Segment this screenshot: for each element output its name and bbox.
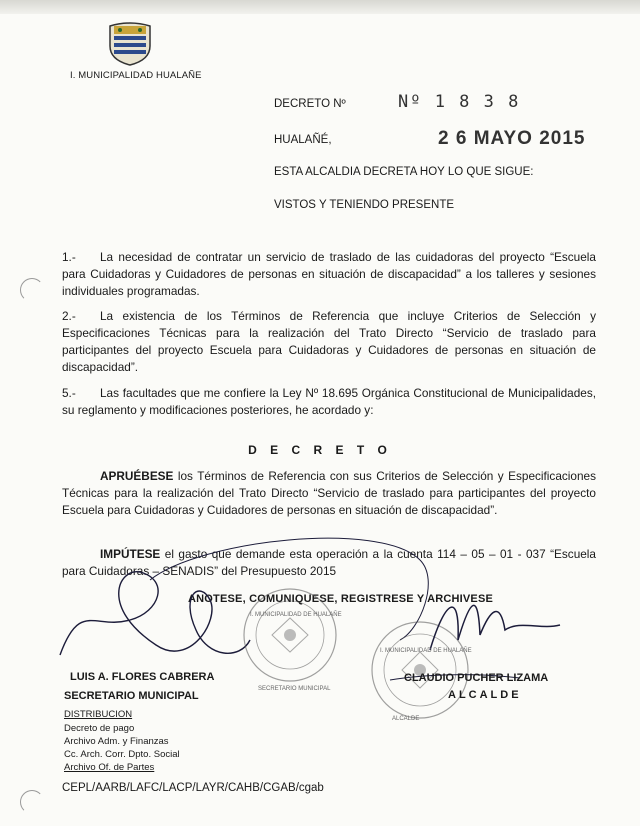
initials-line: CEPL/AARB/LAFC/LACP/LAYR/CAHB/CGAB/cgab xyxy=(62,782,324,794)
date-stamp: 2 6 MAYO 2015 xyxy=(438,128,586,149)
mayor-stamp xyxy=(372,622,468,718)
distribution-item: Archivo Of. de Partes xyxy=(64,762,155,773)
distribution-item: Decreto de pago xyxy=(64,723,135,734)
resolution-text: el gasto que demande esta operación a la cuenta 114 – 05 – 01 - 037 “Escuela para Cuidadoras – SENADIS” del Presupuesto 2015 xyxy=(62,547,596,578)
distribution-label: DISTRIBUCION xyxy=(64,709,133,720)
mayor-signature xyxy=(430,605,560,650)
consideration-number: 2.- xyxy=(62,309,76,323)
decreto-label: DECRETO Nº xyxy=(274,98,346,110)
secretary-stamp xyxy=(244,589,336,681)
punch-hole-mark xyxy=(20,790,44,814)
consideration-2 xyxy=(62,308,596,376)
decreto-number-stamp: Nº 1 8 3 8 xyxy=(398,92,521,112)
city-label: HUALAÑÉ, xyxy=(274,134,332,146)
scan-edge xyxy=(0,0,640,14)
municipal-crest-icon xyxy=(106,20,154,66)
secretary-name: LUIS A. FLORES CABRERA xyxy=(70,671,215,683)
consideration-text: La existencia de los Términos de Referencia que incluye Criterios de Selección y Especificaciones Técnicas para la realización del Trato Directo “Servicio de traslado para participantes del proyecto Escuela para Cuidadoras y Cuidadores de personas en situación de discapacidad”. xyxy=(62,309,596,374)
secretary-title: SECRETARIO MUNICIPAL xyxy=(64,690,199,702)
secretary-signature xyxy=(60,572,250,655)
consideration-text: La necesidad de contratar un servicio de traslado de las cuidadoras del proyecto “Escuela para Cuidadoras y Cuidadores de personas en situación de discapacidad” a los talleres y sesiones individuales programadas. xyxy=(62,250,596,298)
consideration-text: Las facultades que me confiere la Ley Nº 18.695 Orgánica Constitucional de Municipalidades, su reglamento y modificaciones posteriores, he acordado y: xyxy=(62,386,596,417)
right-stamp-text-bottom: ALCALDE xyxy=(392,716,420,722)
vistos-heading: VISTOS Y TENIENDO PRESENTE xyxy=(274,199,455,211)
resolution-lead: APRUÉBESE xyxy=(100,469,174,483)
closing-formula: ANOTESE, COMUNIQUESE, REGISTRESE Y ARCHIVESE xyxy=(188,593,494,605)
left-stamp-text: I. MUNICIPALIDAD DE HUALAÑE xyxy=(250,612,342,618)
consideration-1 xyxy=(62,249,596,300)
punch-hole-mark xyxy=(20,278,44,302)
resolution-text: los Términos de Referencia con sus Criterios de Selección y Especificaciones Técnicas para la realización del Trato Directo “Servicio de traslado para participantes del proyecto Escuela para Cuidadoras y Cuidadores de personas en situación de discapacidad”. xyxy=(62,469,596,517)
distribution-item: Archivo Adm. y Finanzas xyxy=(64,736,169,747)
right-stamp-text: I. MUNICIPALIDAD DE HUALAÑE xyxy=(380,648,472,654)
intro-text: ESTA ALCALDIA DECRETA HOY LO QUE SIGUE: xyxy=(274,166,534,178)
resolution-lead: IMPÚTESE xyxy=(100,547,161,561)
distribution-item: Cc. Arch. Corr. Dpto. Social xyxy=(64,749,180,760)
mayor-name: CLAUDIO PUCHER LIZAMA xyxy=(404,672,549,684)
left-stamp-text-bottom: SECRETARIO MUNICIPAL xyxy=(258,686,331,692)
consideration-number: 5.- xyxy=(62,386,76,400)
mayor-title: ALCALDE xyxy=(448,689,522,701)
decreto-title: D E C R E T O xyxy=(248,443,392,457)
consideration-3 xyxy=(62,385,596,419)
consideration-number: 1.- xyxy=(62,250,76,264)
municipality-name: I. MUNICIPALIDAD HUALAÑE xyxy=(70,70,202,81)
